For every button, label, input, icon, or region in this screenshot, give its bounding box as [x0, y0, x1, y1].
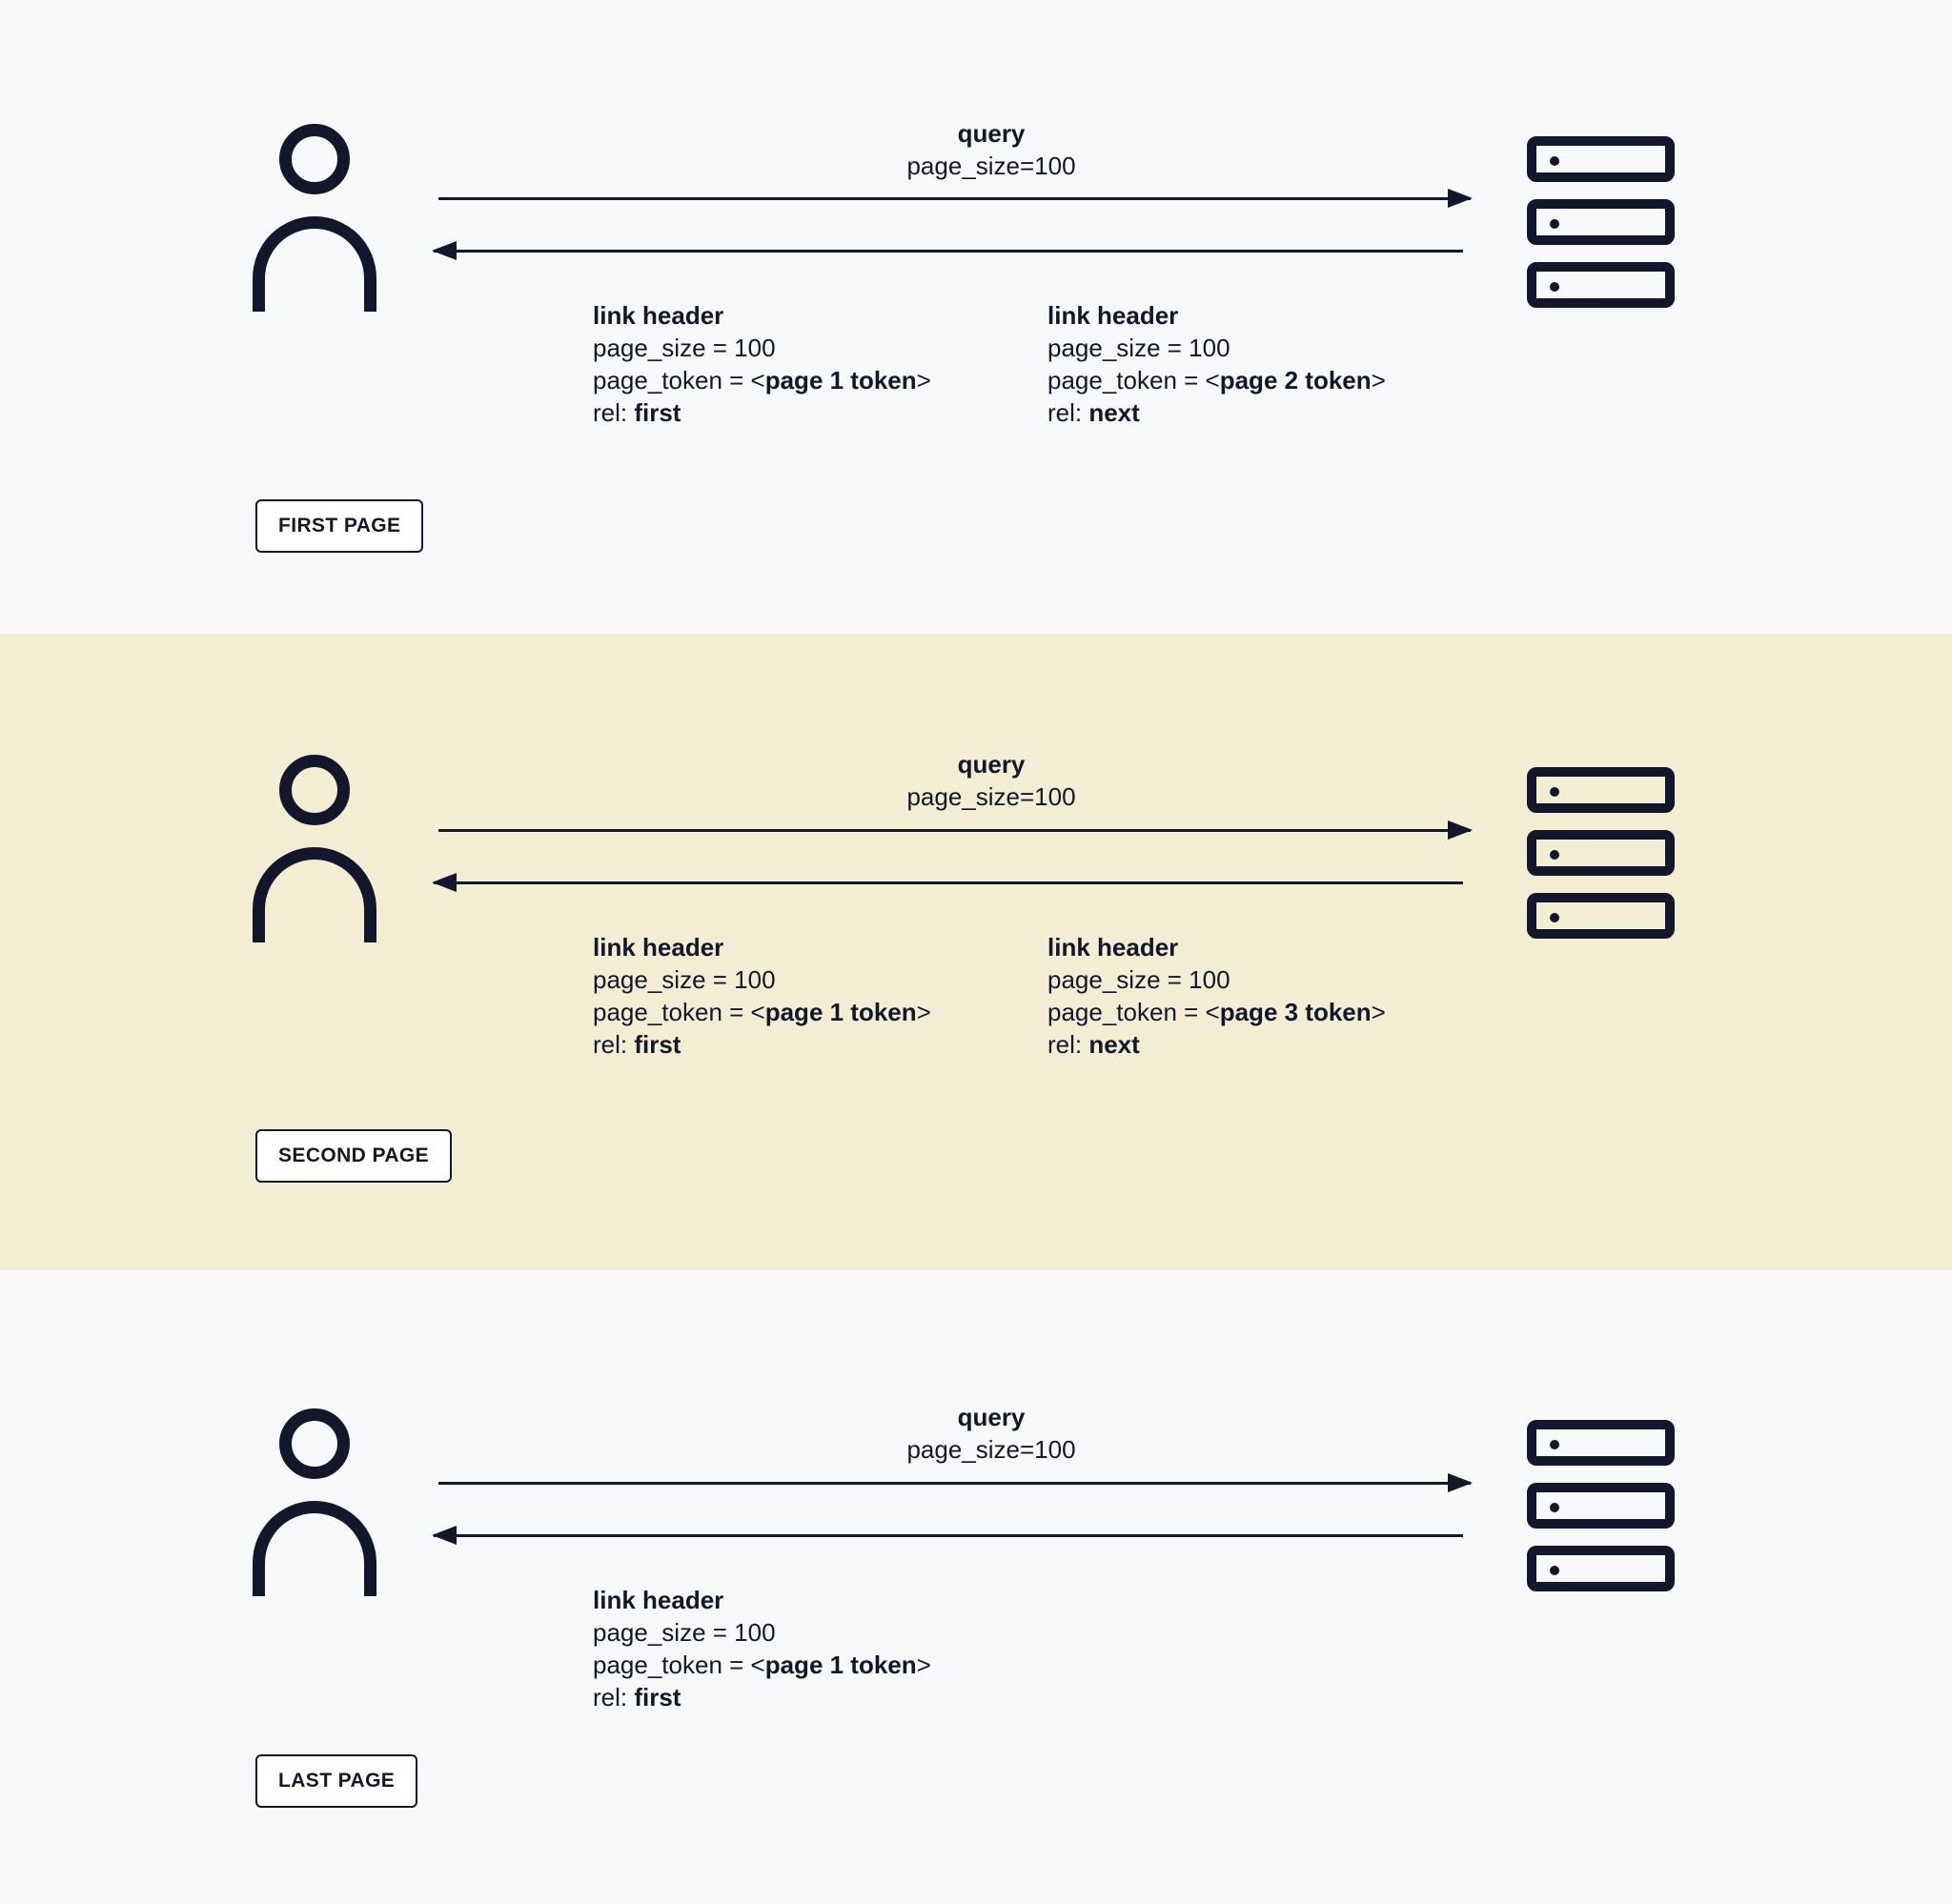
rel-prefix: rel:	[593, 1683, 635, 1712]
request-title: query	[957, 750, 1026, 779]
page-token-value: page 1 token	[764, 366, 917, 395]
link-header-page-size: page_size = 100	[593, 965, 776, 994]
response-arrow	[434, 881, 1463, 884]
user-icon-head	[279, 124, 350, 194]
request-label	[667, 748, 1315, 813]
user-icon	[253, 1408, 386, 1590]
link-header-next	[1047, 931, 1386, 1061]
page-token-prefix: page_token = <	[1047, 366, 1220, 395]
badge-second-page: SECOND PAGE	[255, 1129, 452, 1183]
link-header-page-size: page_size = 100	[1047, 334, 1230, 362]
link-header-page-token	[1047, 996, 1386, 1028]
page-token-value: page 1 token	[764, 998, 917, 1026]
page-token-suffix: >	[1371, 366, 1386, 395]
page-token-prefix: page_token = <	[1047, 998, 1220, 1026]
server-slot	[1527, 262, 1675, 308]
server-slot	[1527, 199, 1675, 245]
response-arrow	[434, 1534, 1463, 1537]
badge-last-page: LAST PAGE	[255, 1754, 417, 1808]
rel-prefix: rel:	[593, 1030, 635, 1059]
server-led	[1550, 1503, 1559, 1512]
rel-value: first	[634, 1683, 681, 1712]
link-header-title: link header	[1047, 933, 1179, 962]
arrow-head-right-icon	[1448, 820, 1473, 840]
page-token-prefix: page_token = <	[593, 1651, 765, 1679]
user-icon-head	[279, 1408, 350, 1479]
link-header-page-token	[593, 364, 931, 396]
server-slot	[1527, 136, 1675, 182]
link-header-title: link header	[593, 933, 724, 962]
server-icon	[1527, 136, 1675, 310]
rel-value: next	[1088, 1030, 1140, 1059]
user-icon-head	[279, 755, 350, 825]
rel-value: first	[634, 1030, 681, 1059]
server-led	[1550, 787, 1559, 797]
link-header-page-size: page_size = 100	[593, 334, 776, 362]
arrow-head-left-icon	[432, 873, 457, 892]
server-slot	[1527, 893, 1675, 939]
server-slot	[1527, 1546, 1675, 1591]
page-token-prefix: page_token = <	[593, 998, 765, 1026]
server-led	[1550, 156, 1559, 166]
server-icon	[1527, 767, 1675, 941]
server-led	[1550, 913, 1559, 922]
arrow-head-right-icon	[1448, 1473, 1473, 1492]
page-token-suffix: >	[1371, 998, 1386, 1026]
link-header-rel	[593, 396, 931, 429]
page-token-suffix: >	[916, 366, 931, 395]
user-icon-body	[253, 216, 376, 312]
badge-first-page: FIRST PAGE	[255, 499, 423, 553]
rel-prefix: rel:	[593, 398, 635, 427]
server-slot	[1527, 767, 1675, 813]
user-icon	[253, 755, 386, 936]
arrow-head-left-icon	[432, 241, 457, 260]
rel-prefix: rel:	[1047, 398, 1089, 427]
link-header-rel	[1047, 1028, 1386, 1061]
rel-prefix: rel:	[1047, 1030, 1089, 1059]
section-last-page	[0, 1270, 1952, 1904]
response-arrow	[434, 250, 1463, 253]
arrow-head-left-icon	[432, 1526, 457, 1545]
link-header-rel	[593, 1028, 931, 1061]
link-header-first	[593, 931, 931, 1061]
request-param: page_size=100	[906, 152, 1076, 180]
link-header-rel	[593, 1681, 931, 1713]
link-header-title: link header	[593, 1586, 724, 1614]
link-header-rel	[1047, 396, 1386, 429]
link-header-title: link header	[1047, 301, 1179, 330]
server-led	[1550, 1566, 1559, 1575]
rel-value: first	[634, 398, 681, 427]
link-header-page-token	[593, 996, 931, 1028]
request-param: page_size=100	[906, 1435, 1076, 1464]
request-title: query	[957, 119, 1026, 148]
link-header-title: link header	[593, 301, 724, 330]
section-second-page	[0, 634, 1952, 1270]
server-icon	[1527, 1420, 1675, 1593]
page-token-prefix: page_token = <	[593, 366, 765, 395]
server-led	[1550, 282, 1559, 292]
server-slot	[1527, 1483, 1675, 1529]
link-header-page-token	[1047, 364, 1386, 396]
server-led	[1550, 219, 1559, 229]
page-token-suffix: >	[916, 1651, 931, 1679]
page-token-value: page 2 token	[1219, 366, 1372, 395]
section-first-page	[0, 0, 1952, 634]
link-header-first	[593, 299, 931, 429]
request-label	[667, 117, 1315, 182]
server-led	[1550, 1440, 1559, 1449]
server-led	[1550, 850, 1559, 860]
server-slot	[1527, 830, 1675, 876]
request-arrow	[438, 197, 1471, 200]
link-header-next	[1047, 299, 1386, 429]
page-token-suffix: >	[916, 998, 931, 1026]
page-token-value: page 3 token	[1219, 998, 1372, 1026]
rel-value: next	[1088, 398, 1140, 427]
server-slot	[1527, 1420, 1675, 1466]
request-title: query	[957, 1403, 1026, 1431]
link-header-page-size: page_size = 100	[1047, 965, 1230, 994]
page-token-value: page 1 token	[764, 1651, 917, 1679]
user-icon	[253, 124, 386, 305]
request-label	[667, 1401, 1315, 1466]
link-header-first	[593, 1584, 931, 1713]
user-icon-body	[253, 1501, 376, 1596]
arrow-head-right-icon	[1448, 189, 1473, 208]
link-header-page-token	[593, 1649, 931, 1681]
link-header-page-size: page_size = 100	[593, 1618, 776, 1647]
request-arrow	[438, 1482, 1471, 1485]
request-param: page_size=100	[906, 782, 1076, 811]
request-arrow	[438, 829, 1471, 832]
user-icon-body	[253, 847, 376, 942]
